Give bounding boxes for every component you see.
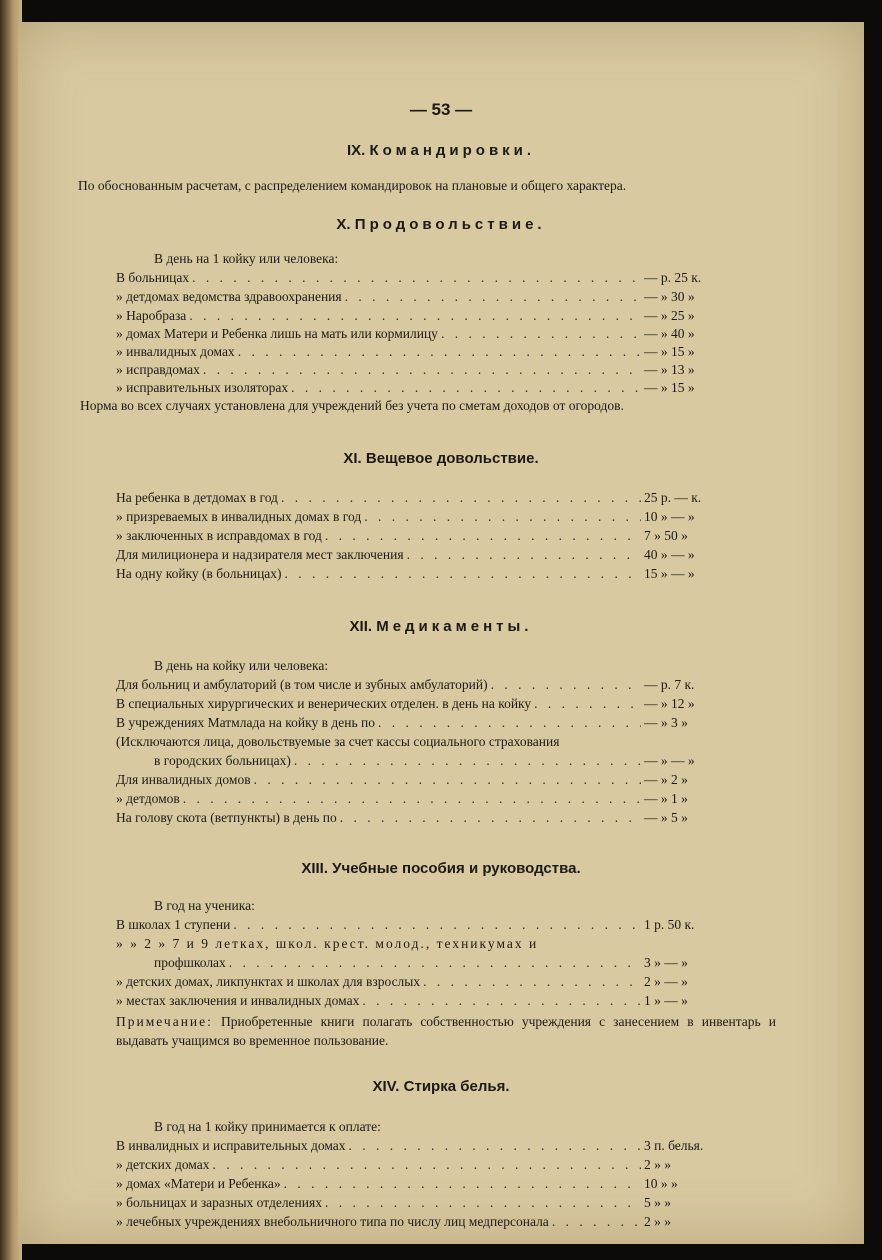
section-12-number: XII. — [349, 618, 373, 635]
note-text: Приобретенные книги полагать собственностью учреждения с занесением в инвентарь и выдавать учащимся во временное пользование. — [116, 1014, 777, 1048]
page-number: — 53 — — [409, 100, 473, 119]
section-13-note — [116, 1012, 776, 1050]
item-value: — р. 25 к. — [644, 270, 702, 285]
item-label: » детдомах ведомства здравоохранения — [116, 289, 342, 304]
item-value: — » 15 » — [644, 344, 695, 359]
item-label: профшколах — [154, 955, 226, 970]
list-item — [116, 1157, 734, 1173]
item-value: — » 13 » — [644, 362, 695, 377]
item-value: — р. 7 к. — [644, 677, 695, 692]
section-10-number: X. — [336, 216, 351, 233]
item-label: На одну койку (в больницах) — [116, 566, 282, 581]
item-value: — » 3 » — [644, 715, 688, 730]
item-label: » домах «Матери и Ребенка» — [116, 1176, 281, 1191]
item-label: На голову скота (ветпункты) в день по — [116, 810, 337, 825]
item-value: — » 12 » — [644, 696, 695, 711]
item-value: — » 2 » — [644, 772, 688, 787]
section-12-heading — [18, 618, 864, 635]
list-item — [116, 791, 718, 807]
section-14-intro: В год на 1 койку принимается к оплате: — [154, 1119, 381, 1134]
item-value: 1 » — » — [644, 993, 688, 1008]
item-label: » заключенных в исправдомах в год — [116, 528, 322, 543]
document-page — [18, 22, 864, 1244]
item-value: — » 25 » — [644, 308, 695, 323]
list-item — [116, 362, 718, 378]
list-item — [116, 528, 718, 544]
item-label: Для милиционера и надзирателя мест заключения — [116, 547, 404, 562]
item-label: » местах заключения и инвалидных домах — [116, 993, 360, 1008]
item-value: 7 » 50 » — [644, 528, 688, 543]
item-label: В учреждениях Матмлада на койку в день по — [116, 715, 375, 730]
section-14-heading: XIV. Стирка белья. — [372, 1078, 510, 1095]
section-10-heading — [18, 216, 864, 233]
section-13-heading: XIII. Учебные пособия и руководства. — [301, 860, 581, 877]
item-label: » детских домах, ликпунктах и школах для взрослых — [116, 974, 421, 989]
item-label: В инвалидных и исправительных домах — [116, 1138, 346, 1153]
item-value: 10 » » — [644, 1176, 678, 1191]
item-label: в городских больницах) — [154, 753, 291, 768]
section-13-line: » » 2 » 7 и 9 летках, школ. крест. молод., техникумах и — [116, 936, 539, 951]
section-13-intro: В год на ученика: — [154, 898, 255, 913]
item-value: 10 » — » — [644, 509, 695, 524]
list-item — [116, 1214, 734, 1230]
item-value: 3 п. белья. — [644, 1138, 704, 1153]
item-label: » детдомов — [116, 791, 180, 806]
list-item — [154, 753, 718, 769]
list-item — [116, 509, 718, 525]
item-label: » инвалидных домах — [116, 344, 235, 359]
item-label: » домах Матери и Ребенка лишь на мать или кормилицу — [116, 326, 438, 341]
section-10-title: Продовольствие. — [354, 216, 546, 233]
item-value: 40 » — » — [644, 547, 695, 562]
list-item — [116, 1195, 734, 1211]
item-label: Для больниц и амбулаторий (в том числе и зубных амбулаторий) — [116, 677, 488, 692]
item-value: — » — » — [644, 753, 695, 768]
list-item — [116, 344, 718, 360]
list-item — [116, 772, 718, 788]
item-label: В больницах — [116, 270, 190, 285]
item-value: — » 40 » — [644, 326, 695, 341]
section-9-number: IX. — [346, 142, 366, 159]
section-10-intro: В день на 1 койку или человека: — [154, 251, 339, 266]
item-value: 5 » » — [644, 1195, 671, 1210]
list-item — [116, 547, 718, 563]
item-label: Для инвалидных домов — [116, 772, 251, 787]
item-value: 2 » » — [644, 1157, 671, 1172]
list-item — [116, 1176, 734, 1192]
item-value: — » 5 » — [644, 810, 688, 825]
item-label: » лечебных учреждениях внебольничного типа по числу лиц медперсонала — [116, 1214, 549, 1229]
list-item — [116, 677, 718, 693]
item-value: 1 р. 50 к. — [644, 917, 695, 932]
list-item — [116, 380, 718, 396]
list-item — [116, 993, 718, 1009]
item-label: » Наробраза — [116, 308, 187, 323]
section-10-note: Норма во всех случаях установлена для учреждений без учета по сметам доходов от огородов. — [80, 398, 624, 413]
list-item — [116, 289, 718, 305]
item-label: » исправдомах — [116, 362, 200, 377]
section-12-intro: В день на койку или человека: — [154, 658, 329, 673]
list-item — [116, 490, 718, 506]
list-item — [116, 566, 718, 582]
list-item — [116, 696, 718, 712]
section-11-heading: XI. Вещевое довольствие. — [343, 450, 539, 467]
section-9-title: Командировки. — [369, 142, 536, 159]
item-value: 3 » — » — [644, 955, 688, 970]
note-label: Примечание: — [116, 1014, 213, 1029]
item-value: 2 » » — [644, 1214, 671, 1229]
item-value: — » 15 » — [644, 380, 695, 395]
item-label: » исправительных изоляторах — [116, 380, 289, 395]
list-item — [154, 955, 718, 971]
item-value: 25 р. — к. — [644, 490, 702, 505]
item-value: 2 » — » — [644, 974, 688, 989]
list-item — [116, 715, 718, 731]
item-value: — » 30 » — [644, 289, 695, 304]
item-value: — » 1 » — [644, 791, 688, 806]
section-9-heading — [18, 142, 864, 159]
list-item — [116, 308, 718, 324]
list-item — [116, 917, 718, 933]
item-label: » призреваемых в инвалидных домах в год — [116, 509, 362, 524]
list-item — [116, 1138, 734, 1154]
section-12-paren: (Исключаются лица, довольствуемые за счет кассы социального страхования — [116, 734, 560, 749]
section-12-title: Медикаменты. — [376, 618, 533, 635]
item-label: » детских домах — [116, 1157, 210, 1172]
section-9-text: По обоснованным расчетам, с распределением командировок на плановые и общего характера. — [78, 178, 627, 193]
list-item — [116, 974, 718, 990]
list-item — [116, 810, 718, 826]
item-label: В школах 1 ступени — [116, 917, 231, 932]
item-label: » больницах и заразных отделениях — [116, 1195, 322, 1210]
item-label: В специальных хирургических и венерических отделен. в день на койку — [116, 696, 532, 711]
item-value: 15 » — » — [644, 566, 695, 581]
item-label: На ребенка в детдомах в год — [116, 490, 278, 505]
list-item — [116, 270, 718, 286]
list-item — [116, 326, 718, 342]
